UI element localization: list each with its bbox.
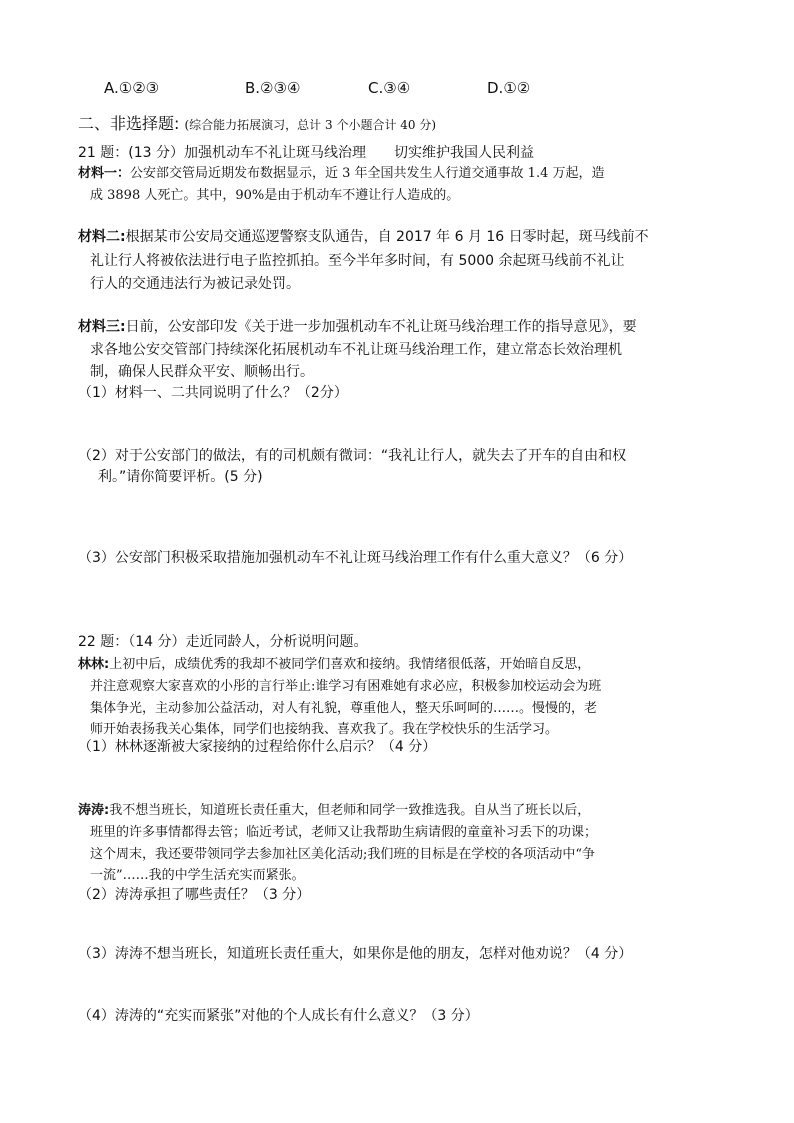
- q21-sub-2-cont: 利。”请你简要评析。(5 分): [98, 469, 263, 485]
- choice-b: B.②③④: [245, 79, 301, 97]
- material-label: 材料二:: [78, 229, 126, 245]
- q22-header: 22 题：（14 分）走近同龄人，分析说明问题。: [78, 634, 368, 650]
- passage-line: 一流”……我的中学生活充实而紧张。: [90, 868, 305, 883]
- speaker-label: 涛涛:: [78, 803, 110, 818]
- material-label: 材料一：: [78, 166, 131, 181]
- q22-sub-2: （2）涛涛承担了哪些责任？（3 分）: [78, 887, 311, 903]
- passage-line: 集体争光，主动参加公益活动，对人有礼貌，尊重他人，整天乐呵呵的……。慢慢的，老: [90, 701, 598, 716]
- passage-line: 师开始表扬我关心集体，同学们也接纳我、喜欢我了。我在学校快乐的生活学习。: [90, 722, 559, 737]
- choice-c: C.③④: [368, 79, 411, 97]
- choice-d: D.①②: [487, 79, 531, 97]
- q21-material-1: [78, 162, 605, 181]
- q21-sub-1: （1）材料一、二共同说明了什么？（2分）: [78, 385, 348, 401]
- section-title: 二、非选择题:: [78, 114, 180, 133]
- q21-header: 21 题：(13 分）加强机动车不礼让斑马线治理 切实维护我国人民利益: [78, 145, 534, 161]
- choice-a: A.①②③: [104, 79, 160, 97]
- q22-sub-1: （1）林林逐渐被大家接纳的过程给你什么启示？（4 分）: [78, 739, 437, 755]
- q22-sub-4: （4）涛涛的“充实而紧张”对他的个人成长有什么意义？（3 分）: [78, 1008, 479, 1024]
- section-heading: [78, 111, 436, 134]
- material-line: 行人的交通违法行为被记录处罚。: [90, 276, 300, 292]
- passage-line: 我不想当班长，知道班长责任重大，但老师和同学一致推选我。自从当了班长以后，: [109, 803, 591, 818]
- passage-line: 上初中后，成绩优秀的我却不被同学们喜欢和接纳。我情绪很低落，开始暗自反思，: [109, 657, 591, 672]
- material-line: 公安部交管局近期发布数据显示，近 3 年全国共发生人行道交通事故 1.4 万起，造: [130, 166, 605, 181]
- material-label: 材料三:: [78, 319, 126, 335]
- q21-sub-3: （3）公安部门积极采取措施加强机动车不礼让斑马线治理工作有什么重大意义？（6 分）: [78, 550, 633, 566]
- material-line: 成 3898 人死亡。其中，90%是由于机动车不遵让行人造成的。: [90, 188, 460, 203]
- material-line: 制，确保人民群众平安、顺畅出行。: [90, 364, 314, 380]
- passage-line: 并注意观察大家喜欢的小彤的言行举止:谁学习有困难她有求必应，积极参加校运动会为班: [90, 679, 602, 694]
- section-note: (综合能力拓展演习，总计 3 个小题合计 40 分): [184, 118, 437, 132]
- passage-line: 班里的许多事情都得去管；临近考试，老师又让我帮助生病请假的童童补习丢下的功课；: [90, 825, 598, 840]
- q22-linlin: [78, 653, 590, 672]
- passage-line: 这个周末，我还要带领同学去参加社区美化活动;我们班的目标是在学校的各项活动中“争: [90, 847, 596, 862]
- q21-sub-2: （2）对于公安部门的做法，有的司机颇有微词：“我礼让行人，就失去了开车的自由和权: [78, 448, 627, 464]
- q21-material-2: [78, 226, 649, 246]
- material-line: 求各地公安交管部门持续深化拓展机动车不礼让斑马线治理工作，建立常态长效治理机: [90, 342, 622, 358]
- q21-material-3: [78, 316, 637, 336]
- q22-taotao: [78, 799, 590, 818]
- q22-sub-3: （3）涛涛不想当班长，知道班长责任重大，如果你是他的朋友，怎样对他劝说？（4 分）: [78, 946, 633, 962]
- speaker-label: 林林:: [78, 657, 110, 672]
- material-line: 根据某市公安局交通巡逻警察支队通告，自 2017 年 6 月 16 日零时起，斑马线前不: [125, 229, 649, 245]
- material-line: 日前，公安部印发《关于进一步加强机动车不礼让斑马线治理工作的指导意见》，要: [125, 319, 637, 335]
- material-line: 礼让行人将被依法进行电子监控抓拍。至今半年多时间，有 5000 余起斑马线前不礼让: [90, 253, 625, 269]
